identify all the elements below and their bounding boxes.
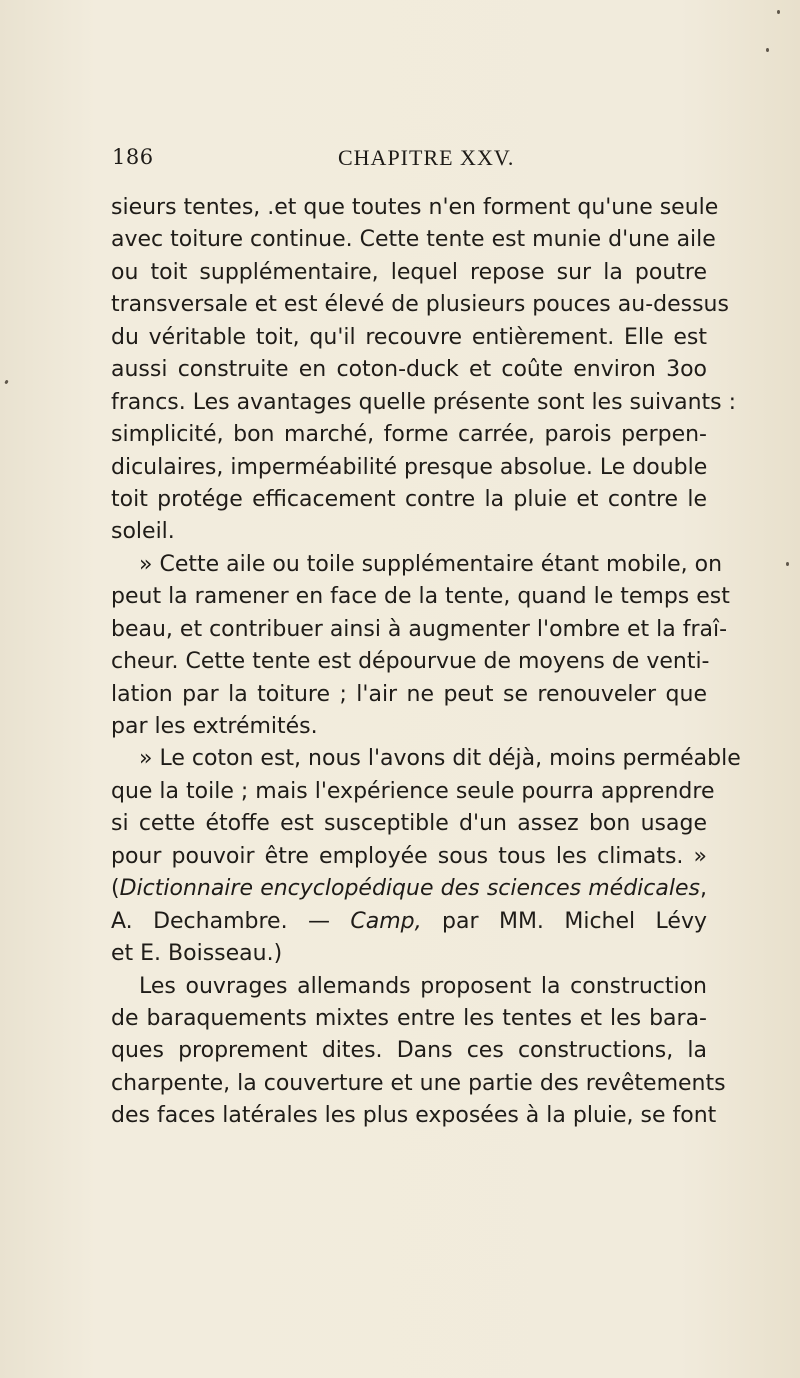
citation-comma: ,: [700, 876, 707, 902]
text-line: charpente, la couverture et une partie des revêtements: [111, 1070, 726, 1096]
margin-speck: [786, 562, 789, 566]
text-line: des faces latérales les plus exposées à la pluie, se font: [111, 1103, 717, 1129]
text-line: simplicité, bon marché, forme carrée, parois perpen-: [111, 422, 707, 448]
text-line: du véritable toit, qu'il recouvre entièrement. Elle est: [111, 324, 707, 350]
margin-speck: [766, 48, 769, 52]
margin-speck: [777, 10, 780, 14]
citation-line-3: et E. Boisseau.): [111, 941, 283, 967]
page-header: [112, 145, 702, 177]
body-text: [111, 192, 741, 1133]
text-line: si cette étoffe est susceptible d'un assez bon usage: [111, 811, 707, 837]
text-line: beau, et contribuer ainsi à augmenter l'ombre et la fraî-: [111, 616, 728, 642]
margin-speck: [4, 380, 9, 385]
text-line: ques proprement dites. Dans ces constructions, la: [111, 1038, 707, 1064]
citation-camp-title: Camp,: [350, 908, 422, 934]
text-line: pour pouvoir être employée sous tous les climats. »: [111, 843, 707, 869]
citation-line-2: [111, 906, 707, 938]
text-line: » Cette aile ou toile supplémentaire étant mobile, on: [139, 551, 723, 577]
citation-author: A. Dechambre. —: [111, 908, 351, 934]
text-line: aussi construite en coton-duck et coûte environ 3oo: [111, 357, 707, 383]
text-line: » Le coton est, nous l'avons dit déjà, moins perméable: [139, 746, 741, 772]
chapter-title: CHAPITRE XXV.: [338, 145, 515, 170]
text-line: ou toit supplémentaire, lequel repose sur la poutre: [111, 259, 707, 285]
citation-work-title: Dictionnaire encyclopédique des sciences médicales: [119, 876, 700, 902]
text-line: Les ouvrages allemands proposent la construction: [139, 973, 707, 999]
text-line: avec toiture continue. Cette tente est munie d'une aile: [111, 227, 716, 253]
citation-line-1: [111, 873, 707, 905]
text-line: que la toile ; mais l'expérience seule pourra apprendre: [111, 778, 715, 804]
text-line: transversale et est élevé de plusieurs pouces au-dessus: [111, 292, 729, 318]
text-line: diculaires, imperméabilité presque absolue. Le double: [111, 454, 708, 480]
text-line: de baraquements mixtes entre les tentes et les bara-: [111, 1005, 707, 1031]
text-line: francs. Les avantages quelle présente sont les suivants :: [111, 389, 737, 415]
text-line: peut la ramener en face de la tente, quand le temps est: [111, 584, 730, 610]
page-number: 186: [112, 145, 154, 169]
text-line: sieurs tentes, .et que toutes n'en forment qu'une seule: [111, 195, 719, 220]
citation-authors: par MM. Michel Lévy: [421, 908, 707, 934]
text-line: toit protége efficacement contre la pluie et contre le: [111, 486, 707, 512]
text-line: soleil.: [111, 519, 175, 545]
citation-open-paren: (: [111, 876, 120, 902]
text-line: lation par la toiture ; l'air ne peut se renouveler que: [111, 681, 707, 707]
text-line: cheur. Cette tente est dépourvue de moyens de venti-: [111, 649, 710, 675]
text-line: par les extrémités.: [111, 714, 318, 739]
